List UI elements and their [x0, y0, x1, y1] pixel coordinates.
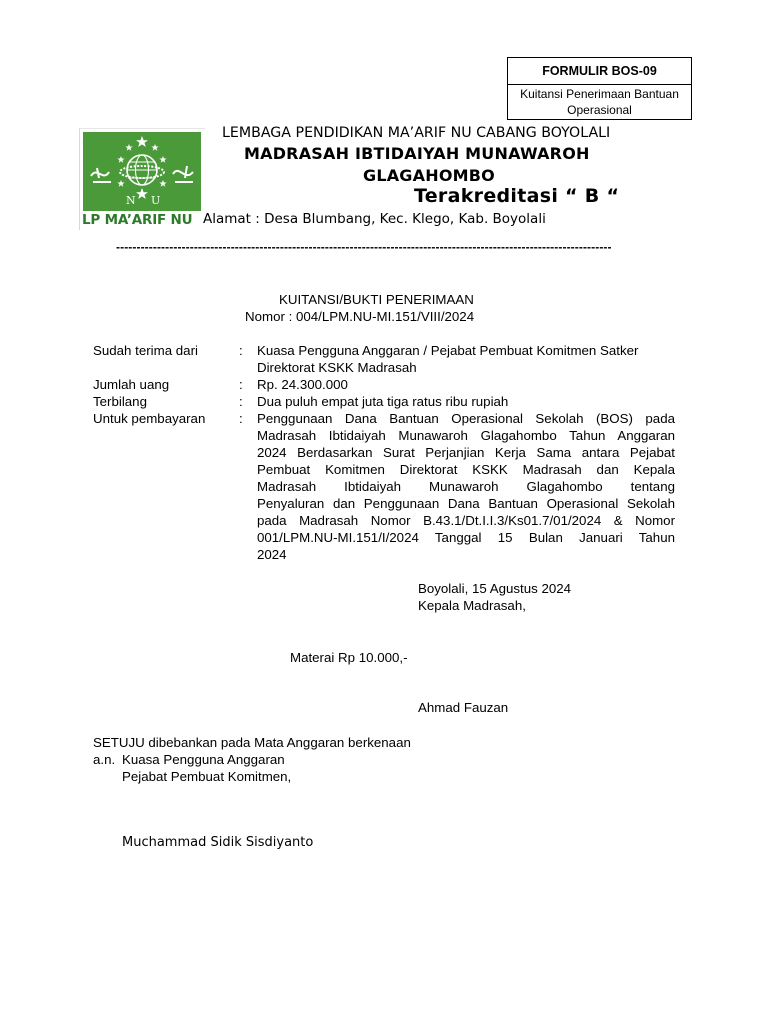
- received-from-line: Direktorat KSKK Madrasah: [257, 360, 417, 375]
- receipt-number: Nomor : 004/LPM.NU-MI.151/VIII/2024: [245, 309, 475, 324]
- amount-value: Rp. 24.300.000: [257, 377, 348, 392]
- purpose-line: 2024 Berdasarkan Surat Perjanjian Kerja Sama antara Pejabat: [257, 445, 675, 460]
- in-words-value: Dua puluh empat juta tiga ratus ribu rupiah: [257, 394, 509, 409]
- purpose-line: Pembuat Komitmen Direktorat KSKK Madrasah dan Kepala: [257, 462, 675, 477]
- signer-position: Kepala Madrasah,: [418, 598, 526, 613]
- school-name-line1: MADRASAH IBTIDAIYAH MUNAWAROH: [244, 144, 590, 163]
- colon: :: [239, 411, 243, 426]
- form-code-box: [507, 57, 692, 120]
- purpose-line: Penyaluran dan Penggunaan Dana Bantuan Operasional Sekolah: [257, 496, 675, 511]
- purpose-line: 2024: [257, 547, 287, 562]
- approval-statement: SETUJU dibebankan pada Mata Anggaran berkenaan: [93, 735, 411, 750]
- approval-role2: Pejabat Pembuat Komitmen,: [122, 769, 292, 784]
- colon: :: [239, 394, 243, 409]
- purpose-line: pada Madrasah Nomor B.43.1/Dt.I.I.3/Ks01.7/01/2024 & Nomor: [257, 513, 675, 528]
- approval-prefix: a.n.: [93, 752, 116, 767]
- institution-name: LEMBAGA PENDIDIKAN MA’ARIF NU CABANG BOYOLALI: [222, 125, 611, 141]
- svg-text:U: U: [151, 194, 161, 207]
- purpose-line: 001/LPM.NU-MI.151/I/2024 Tanggal 15 Bulan Januari Tahun: [257, 530, 675, 545]
- received-from-value: [257, 342, 675, 376]
- purpose-line: Penggunaan Dana Bantuan Operasional Sekolah (BOS) pada: [257, 411, 675, 426]
- colon: :: [239, 343, 243, 358]
- in-words-label: Terbilang: [93, 394, 147, 409]
- logo-text: LP MA’ARIF NU: [82, 212, 193, 228]
- header-separator: -------------------------------------------------------------------------------------------------------------------------: [116, 240, 612, 254]
- signer-name: Ahmad Fauzan: [418, 700, 509, 715]
- received-from-label: Sudah terima dari: [93, 343, 198, 358]
- place-date: Boyolali, 15 Agustus 2024: [418, 581, 572, 596]
- lp-maarif-logo: [79, 128, 205, 230]
- accreditation: Terakreditasi “ B “: [414, 185, 620, 207]
- amount-label: Jumlah uang: [93, 377, 170, 392]
- purpose-line: Madrasah Ibtidaiyah Munawaroh Glagahombo tentang: [257, 479, 675, 494]
- received-from-line: Kuasa Pengguna Anggaran / Pejabat Pembuat Komitmen Satker: [257, 343, 639, 358]
- colon: :: [239, 377, 243, 392]
- purpose-value: [257, 410, 675, 563]
- receipt-title: KUITANSI/BUKTI PENERIMAAN: [279, 292, 474, 307]
- stamp-duty: Materai Rp 10.000,-: [290, 650, 408, 665]
- approver-name: Muchammad Sidik Sisdiyanto: [122, 835, 314, 850]
- nu-emblem: [83, 132, 201, 211]
- purpose-line: Madrasah Ibtidaiyah Munawaroh Glagahombo Tahun Anggaran: [257, 428, 675, 443]
- approval-role1: Kuasa Pengguna Anggaran: [122, 752, 285, 767]
- nu-globe-icon: [83, 132, 201, 211]
- purpose-label: Untuk pembayaran: [93, 411, 206, 426]
- school-name-line2: GLAGAHOMBO: [363, 166, 495, 185]
- svg-text:N: N: [126, 194, 136, 207]
- form-code: FORMULIR BOS-09: [508, 58, 691, 85]
- form-description: Kuitansi Penerimaan Bantuan Operasional: [520, 87, 679, 117]
- address: Alamat : Desa Blumbang, Kec. Klego, Kab. Boyolali: [203, 211, 546, 227]
